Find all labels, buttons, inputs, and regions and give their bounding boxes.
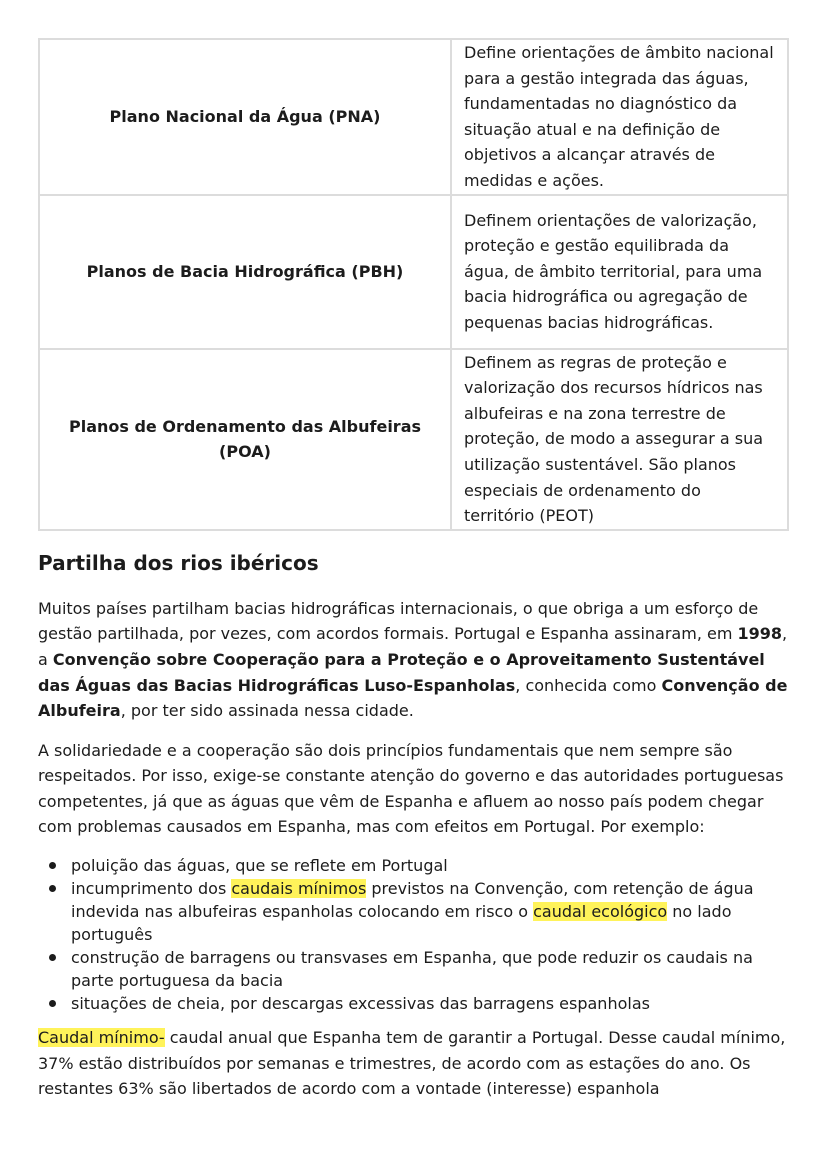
list-item-text: incumprimento dos: [71, 879, 232, 899]
plan-description: Definem orientações de valorização, proteção e gestão equilibrada da água, de âmbito territorial, para uma bacia hidrográfica ou agregação de pequenas bacias hidrográficas.: [451, 195, 788, 349]
table-row: [39, 195, 788, 349]
bullet-icon: [49, 862, 56, 869]
plan-name: Plano Nacional da Água (PNA): [39, 39, 451, 195]
year-text: 1998: [737, 624, 783, 644]
text-span: Muitos países partilham bacias hidrográficas internacionais, o que obriga a um esforço de gestão partilhada, por vezes, com acordos formais. Portugal e Espanha assinaram, em: [38, 598, 759, 644]
convention-name: Convenção sobre Cooperação para a Proteção e o Aproveitamento Sustentável das Águas das Bacias Hidrográficas Luso-Espanholas: [38, 649, 765, 695]
document-page: [38, 38, 790, 1102]
plan-description: Definem as regras de proteção e valorização dos recursos hídricos nas albufeiras e na zona terrestre de proteção, de modo a assegurar a sua utilização sustentável. São planos especiais de ordenamento do território (PEOT): [451, 349, 788, 530]
plan-name: Planos de Ordenamento das Albufeiras (POA): [39, 349, 451, 530]
definition-text: caudal anual que Espanha tem de garantir a Portugal. Desse caudal mínimo, 37% estão distribuídos por semanas e trimestres, de acordo com as estações do ano. Os restantes 63% são libertados de acordo com a vontade (interesse) espanhola: [38, 1028, 786, 1099]
bullet-icon: [49, 954, 56, 961]
plan-description: Define orientações de âmbito nacional para a gestão integrada das águas, fundamentadas no diagnóstico da situação atual e na definição de objetivos a alcançar através de medidas e ações.: [451, 39, 788, 195]
section-heading: Partilha dos rios ibéricos: [38, 550, 319, 575]
highlighted-term: caudais mínimos: [231, 879, 367, 899]
highlighted-term: Caudal mínimo-: [38, 1028, 165, 1048]
plan-name: Planos de Bacia Hidrográfica (PBH): [39, 195, 451, 349]
bullet-icon: [49, 1000, 56, 1007]
table-row: [39, 349, 788, 530]
list-item-text: construção de barragens ou transvases em Espanha, que pode reduzir os caudais na parte portuguesa da bacia: [71, 948, 753, 991]
list-item-text: situações de cheia, por descargas excessivas das barragens espanholas: [71, 994, 650, 1014]
text-span: , conhecida como: [515, 675, 662, 695]
definition-paragraph: [38, 1025, 790, 1102]
text-span: , a: [38, 624, 788, 669]
intro-paragraph: [38, 596, 790, 724]
effects-list: [38, 854, 790, 1015]
highlighted-term: caudal ecológico: [533, 902, 668, 922]
list-item-text: poluição das águas, que se reflete em Portugal: [71, 856, 448, 876]
convention-short-name: Convenção de Albufeira: [38, 675, 788, 721]
bullet-icon: [49, 885, 56, 892]
text-span: , por ter sido assinada nessa cidade.: [120, 701, 414, 721]
cooperation-paragraph: A solidariedade e a cooperação são dois princípios fundamentais que nem sempre são respeitados. Por isso, exige-se constante atenção do governo e das autoridades portuguesas competentes, já que as águas que vêm de Espanha e afluem ao nosso país podem chegar com problemas causados em Espanha, mas com efeitos em Portugal. Por exemplo:: [38, 740, 784, 837]
list-item-text: no lado português: [71, 902, 732, 945]
list-item: [71, 992, 790, 1015]
list-item-text: previstos na Convenção, com retenção de água indevida nas albufeiras espanholas colocando em risco o: [71, 879, 754, 922]
water-plans-table: [38, 38, 789, 531]
list-item: [71, 946, 790, 992]
table-row: [39, 39, 788, 195]
list-item: [71, 854, 790, 877]
list-item: [71, 877, 790, 946]
